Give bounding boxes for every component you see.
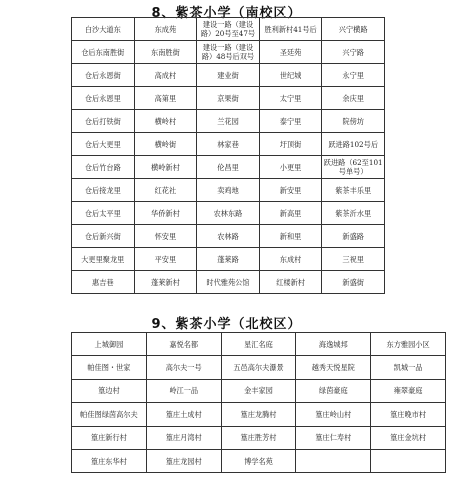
table-cell: 横岭街 xyxy=(134,133,197,156)
table-cell: 卖鸡地 xyxy=(197,179,260,202)
table-cell: 农林路 xyxy=(197,225,260,248)
table-cell: 大更里聚龙里 xyxy=(72,248,135,271)
table-cell xyxy=(371,449,446,472)
table-cell: 仓后竹台路 xyxy=(72,156,135,179)
table-cell: 圩顶街 xyxy=(259,133,322,156)
table-cell: 金丰家园 xyxy=(221,379,296,402)
table-cell: 绿茵豪庭 xyxy=(296,379,371,402)
table-cell: 五邑高尔夫瀑景 xyxy=(221,356,296,379)
section-title-south: 8、紫茶小学（南校区） xyxy=(151,6,302,21)
table-cell: 新安里 xyxy=(259,179,322,202)
table-row xyxy=(72,225,385,248)
table-cell: 东方雅园小区 xyxy=(371,333,446,356)
table-cell: 横岭村 xyxy=(134,110,197,133)
table-cell: 雍翠豪庭 xyxy=(371,379,446,402)
table-cell: 兴宁路 xyxy=(322,41,385,64)
table-cell: 高第里 xyxy=(134,87,197,110)
table-cell: 圣廷苑 xyxy=(259,41,322,64)
table-cell: 嘉悦名都 xyxy=(146,333,221,356)
table-row xyxy=(72,271,385,294)
table-cell: 仓后接龙里 xyxy=(72,179,135,202)
table-cell: 京果街 xyxy=(197,87,260,110)
table-cell: 兴宁横路 xyxy=(322,18,385,41)
table-cell: 泰宁里 xyxy=(259,110,322,133)
table-cell: 篁庄龙园村 xyxy=(146,449,221,472)
table-cell: 帕佳图绿茵高尔夫 xyxy=(72,403,147,426)
table-cell: 华侨新村 xyxy=(134,202,197,225)
table-cell: 世纪城 xyxy=(259,64,322,87)
address-table-south xyxy=(71,17,385,294)
table-row xyxy=(72,87,385,110)
table-cell: 东成村 xyxy=(259,248,322,271)
table-cell: 篁庄月湾村 xyxy=(146,426,221,449)
table-cell: 仓后东南胜街 xyxy=(72,41,135,64)
table-cell: 越秀天悦星院 xyxy=(296,356,371,379)
table-cell: 篁边村 xyxy=(72,379,147,402)
table-cell: 院傍坊 xyxy=(322,110,385,133)
table-cell: 小更里 xyxy=(259,156,322,179)
table-cell: 红花社 xyxy=(134,179,197,202)
table-row xyxy=(72,41,385,64)
table-cell: 星汇名庭 xyxy=(221,333,296,356)
table-cell: 岭江一品 xyxy=(146,379,221,402)
table-cell xyxy=(296,449,371,472)
table-cell: 跃进路（62至101号单号） xyxy=(322,156,385,179)
table-cell: 余庆里 xyxy=(322,87,385,110)
table-row xyxy=(72,18,385,41)
table-row xyxy=(72,449,446,472)
table-row xyxy=(72,64,385,87)
table-cell: 农林东路 xyxy=(197,202,260,225)
table-cell: 白沙大道东 xyxy=(72,18,135,41)
table-cell: 帕佳图・世家 xyxy=(72,356,147,379)
table-cell: 篁庄岭山村 xyxy=(296,403,371,426)
table-cell: 永宁里 xyxy=(322,64,385,87)
table-cell: 仓后打铁街 xyxy=(72,110,135,133)
table-cell: 篁庄晚市村 xyxy=(371,403,446,426)
table-cell: 平安里 xyxy=(134,248,197,271)
table-cell: 仓后太平里 xyxy=(72,202,135,225)
table-cell: 胜利新村41号后 xyxy=(259,18,322,41)
table-cell: 上城御园 xyxy=(72,333,147,356)
table-row xyxy=(72,403,446,426)
table-cell: 篁庄土成村 xyxy=(146,403,221,426)
table-cell: 林家巷 xyxy=(197,133,260,156)
table-row xyxy=(72,426,446,449)
table-cell: 篁庄东华村 xyxy=(72,449,147,472)
table-row xyxy=(72,110,385,133)
table-cell: 建业街 xyxy=(197,64,260,87)
table-row xyxy=(72,202,385,225)
table-cell: 建设一路（建设路）20号至47号 xyxy=(197,18,260,41)
table-cell: 兰花园 xyxy=(197,110,260,133)
table-cell: 东成苑 xyxy=(134,18,197,41)
table-cell: 三祝里 xyxy=(322,248,385,271)
table-cell: 伦昌里 xyxy=(197,156,260,179)
table-cell: 紫茶沂水里 xyxy=(322,202,385,225)
table-row xyxy=(72,356,446,379)
table-cell: 新盛街 xyxy=(322,271,385,294)
table-cell: 新盛路 xyxy=(322,225,385,248)
table-row xyxy=(72,248,385,271)
table-cell: 蓬莱路 xyxy=(197,248,260,271)
table-cell: 篁庄新行村 xyxy=(72,426,147,449)
table-cell: 蓬莱新村 xyxy=(134,271,197,294)
table-cell: 时代雅苑公馆 xyxy=(197,271,260,294)
table-cell: 仓后永恩里 xyxy=(72,87,135,110)
table-cell: 高尔夫一号 xyxy=(146,356,221,379)
table-cell: 篁庄金坑村 xyxy=(371,426,446,449)
table-row xyxy=(72,133,385,156)
table-cell: 紫茶丰乐里 xyxy=(322,179,385,202)
table-cell: 仓后永恩街 xyxy=(72,64,135,87)
table-row xyxy=(72,156,385,179)
table-cell: 横岭新村 xyxy=(134,156,197,179)
table-cell: 太宁里 xyxy=(259,87,322,110)
table-cell: 海逸城邦 xyxy=(296,333,371,356)
section-title-north: 9、紫茶小学（北校区） xyxy=(151,317,302,332)
table-cell: 篁庄胜芳村 xyxy=(221,426,296,449)
table-cell: 仓后新兴街 xyxy=(72,225,135,248)
table-cell: 仓后大更里 xyxy=(72,133,135,156)
table-cell: 跃进路102号后 xyxy=(322,133,385,156)
table-row xyxy=(72,379,446,402)
table-cell: 高成村 xyxy=(134,64,197,87)
table-cell: 怀安里 xyxy=(134,225,197,248)
table-cell: 篁庄仁寿村 xyxy=(296,426,371,449)
table-cell: 红楼新村 xyxy=(259,271,322,294)
table-cell: 东南胜街 xyxy=(134,41,197,64)
table-cell: 篁庄龙腾村 xyxy=(221,403,296,426)
table-cell: 惠吉巷 xyxy=(72,271,135,294)
table-cell: 新高里 xyxy=(259,202,322,225)
table-row xyxy=(72,333,446,356)
table-cell: 博学名苑 xyxy=(221,449,296,472)
table-cell: 凯城一品 xyxy=(371,356,446,379)
table-row xyxy=(72,179,385,202)
address-table-north xyxy=(71,332,446,473)
table-cell: 建设一路（建设路）48号后双号 xyxy=(197,41,260,64)
table-cell: 新和里 xyxy=(259,225,322,248)
